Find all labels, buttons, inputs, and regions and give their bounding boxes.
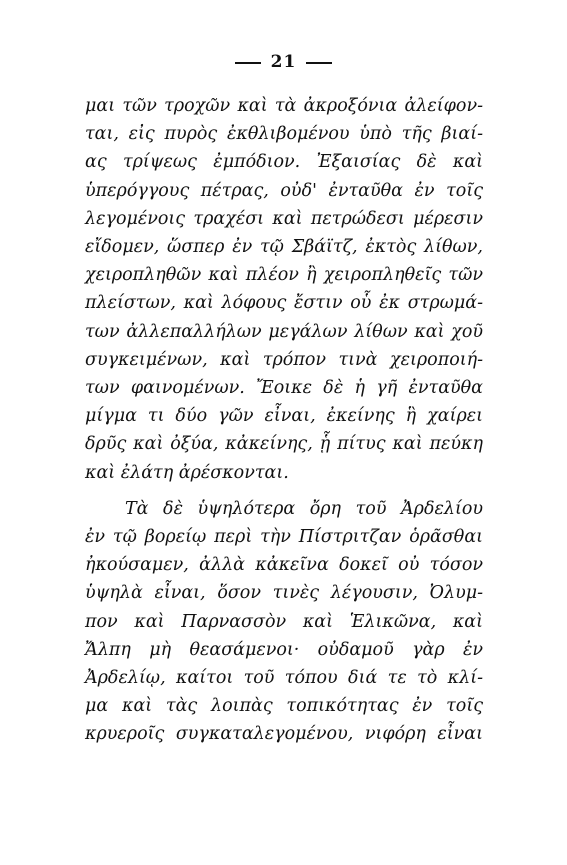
text-line: ἐν τῷ βορείῳ περὶ τὴν Πίστριτζαν ὁρᾶσθαι (85, 527, 483, 548)
text-line: μα καὶ τὰς λοιπὰς τοπικότητας ἐν τοῖς (85, 696, 483, 717)
text-line: ὑπερόγγους πέτρας, οὐδ' ἐνταῦθα ἐν τοῖς (85, 180, 483, 201)
text-line: κρυεροῖς συγκαταλεγομένου, νιφόρη εἶναι (85, 724, 483, 745)
text-line: πλείστων, καὶ λόφους ἔστιν οὗ ἐκ στρωμά- (85, 293, 483, 314)
text-line: ἠκούσαμεν, ἀλλὰ κἀκεῖνα δοκεῖ οὐ τόσον (85, 555, 483, 576)
text-line: πον καὶ Παρνασσὸν καὶ Ἑλικῶνα, καὶ (85, 611, 483, 632)
text-line: συγκειμένων, καὶ τρόπον τινὰ χειροποιή- (85, 349, 483, 370)
text-line: εἴδομεν, ὥσπερ ἐν τῷ Σβάϊτζ, ἐκτὸς λίθων, (85, 237, 483, 258)
text-line: Τὰ δὲ ὑψηλότερα ὄρη τοῦ Ἀρδελίου (125, 498, 483, 519)
text-line: λεγομένοις τραχέσι καὶ πετρώδεσι μέρεσιν (85, 208, 483, 229)
text-line: μίγμα τι δύο γῶν εἶναι, ἐκείνης ἣ χαίρει (85, 406, 483, 427)
header-dash-right (306, 62, 332, 64)
text-line: ὑψηλὰ εἶναι, ὅσον τινὲς λέγουσιν, Ὀλυμ- (85, 583, 483, 604)
text-line: Ἄλπη μὴ θεασάμενοι· οὐδαμοῦ γὰρ ἐν (85, 639, 483, 660)
page-header (0, 52, 567, 72)
body-text (85, 92, 483, 749)
text-line: Ἀρδελίῳ, καίτοι τοῦ τόπου διά τε τὸ κλί- (85, 668, 483, 689)
text-line: των φαινομένων. Ἔοικε δὲ ἡ γῆ ἐνταῦθα (85, 378, 483, 399)
text-line: ται, εἰς πυρὸς ἐκθλιβομένου ὑπὸ τῆς βιαί- (85, 124, 483, 145)
text-line: δρῦς καὶ ὀξύα, κἀκείνης, ᾗ πίτυς καὶ πεύκη (85, 434, 483, 455)
header-dash-left (235, 62, 261, 64)
text-line: καὶ ἐλάτη ἀρέσκονται. (85, 462, 289, 483)
text-line: ας τρίψεως ἐμπόδιον. Ἐξαισίας δὲ καὶ (85, 152, 483, 173)
page-number: 21 (270, 52, 297, 72)
text-line: μαι τῶν τροχῶν καὶ τὰ ἀκροξόνια ἀλείφον- (85, 96, 483, 116)
paragraph-1 (85, 92, 483, 487)
paragraph-gap (85, 487, 483, 495)
text-line: των ἀλλεπαλλήλων μεγάλων λίθων καὶ χοῦ (85, 321, 483, 342)
paragraph-2 (85, 495, 483, 749)
text-line: χειροπληθῶν καὶ πλέον ἢ χειροπληθεῖς τῶν (85, 265, 483, 286)
